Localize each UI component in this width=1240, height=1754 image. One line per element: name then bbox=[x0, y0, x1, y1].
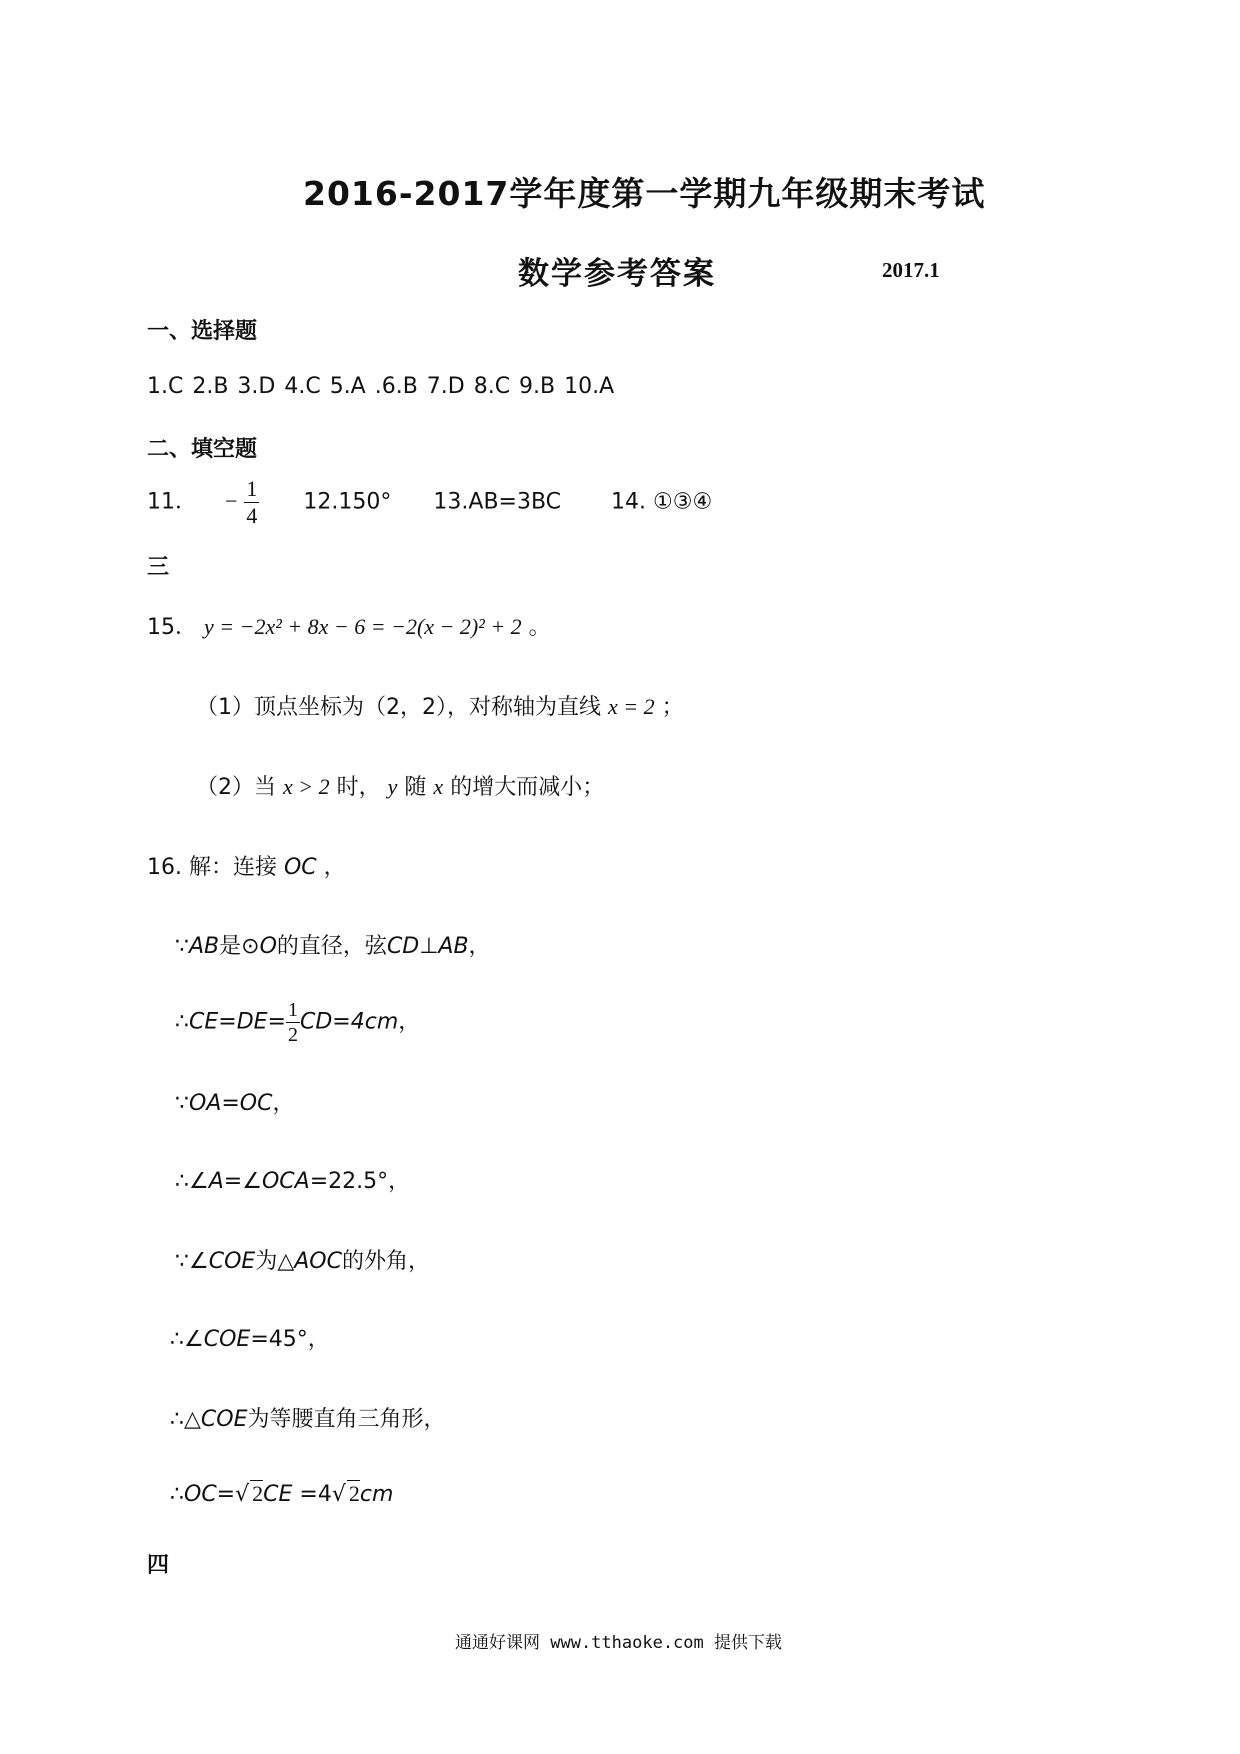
step4-a: A bbox=[208, 1169, 224, 1194]
step1-because: ∵ bbox=[175, 934, 189, 959]
section-heading-3: 三 bbox=[147, 555, 170, 580]
step4-value: =22.5°， bbox=[309, 1169, 411, 1194]
step1-text: 的直径，弦 bbox=[276, 934, 387, 959]
step8-radicand-2: 2 bbox=[348, 1481, 360, 1506]
step3-comma: ， bbox=[272, 1091, 295, 1116]
step5-aoc: AOC bbox=[294, 1249, 342, 1274]
q12-answer: 12.150° bbox=[303, 489, 392, 515]
step3-because: ∵ bbox=[175, 1091, 189, 1116]
step5-triangle: 为△ bbox=[255, 1249, 295, 1274]
step8-unit: cm bbox=[359, 1482, 394, 1507]
step2-cd: CD=4 bbox=[299, 1009, 365, 1035]
q15-part2-math3: x bbox=[433, 774, 444, 799]
step8-radicand-1: 2 bbox=[252, 1481, 264, 1506]
q15-row bbox=[147, 610, 551, 641]
step5-because: ∵∠ bbox=[175, 1249, 209, 1274]
step5-coe: COE bbox=[208, 1249, 256, 1274]
step2-eq: CE=DE= bbox=[189, 1009, 286, 1035]
q11-fraction bbox=[244, 478, 259, 527]
proof-step-4 bbox=[175, 1164, 410, 1195]
q15-part2-b: 时， bbox=[336, 775, 381, 800]
q14-answer: 14. ①③④ bbox=[611, 489, 713, 515]
step1-ab: AB bbox=[189, 934, 220, 959]
q16-comma: ， bbox=[323, 855, 346, 880]
step4-therefore: ∴∠ bbox=[175, 1169, 209, 1194]
section-heading-4: 四 bbox=[147, 1553, 170, 1578]
step8-oc: OC= bbox=[184, 1482, 236, 1507]
q15-part2-math1: x > 2 bbox=[283, 774, 330, 799]
section-heading-choice: 一、选择题 bbox=[147, 319, 258, 344]
page-title: 2016-2017学年度第一学期九年级期末考试 bbox=[303, 174, 986, 213]
step7-coe: COE bbox=[200, 1407, 248, 1432]
proof-step-2 bbox=[175, 1000, 420, 1045]
step5-text: 的外角， bbox=[341, 1249, 430, 1274]
step7-text: 为等腰直角三角形， bbox=[247, 1407, 446, 1432]
q11-minus: − bbox=[225, 488, 238, 514]
step2-denominator: 2 bbox=[287, 1024, 298, 1046]
step1-circle: 是⊙ bbox=[219, 934, 260, 959]
q16-label: 16. 解：连接 bbox=[147, 855, 277, 880]
page-subtitle: 数学参考答案 bbox=[518, 256, 716, 292]
q15-part2-a: （2）当 bbox=[196, 775, 276, 800]
q15-end: 。 bbox=[528, 615, 551, 640]
step2-fraction bbox=[286, 1000, 300, 1045]
step6-value: =45°， bbox=[250, 1327, 330, 1352]
step8-eq: =4 bbox=[292, 1482, 332, 1507]
step8-ce: CE bbox=[263, 1482, 293, 1507]
step8-sqrt-sign-1: √ bbox=[235, 1482, 250, 1507]
q15-part1-end: ； bbox=[661, 695, 684, 720]
q15-part2-math2: y bbox=[387, 774, 398, 799]
step4-oca: OCA bbox=[261, 1169, 310, 1194]
step2-comma: ， bbox=[398, 1009, 421, 1035]
q15-part1-math: x = 2 bbox=[608, 694, 655, 719]
q15-part2-d: 的增大而减小； bbox=[450, 775, 605, 800]
proof-step-7 bbox=[170, 1402, 446, 1433]
step2-numerator: 1 bbox=[287, 999, 298, 1021]
step1-o: O bbox=[259, 934, 277, 959]
q15-part2 bbox=[196, 770, 604, 801]
step8-therefore: ∴ bbox=[170, 1482, 184, 1507]
choice-answers: 1.C 2.B 3.D 4.C 5.A .6.B 7.D 8.C 9.B 10.A bbox=[147, 374, 615, 399]
q15-equation: y = −2x² + 8x − 6 = −2(x − 2)² + 2 bbox=[204, 614, 522, 639]
step2-unit: cm bbox=[364, 1009, 399, 1035]
q11-denominator: 4 bbox=[246, 503, 258, 528]
q11-label: 11． bbox=[147, 489, 197, 515]
q15-part1 bbox=[196, 690, 684, 721]
step6-coe: COE bbox=[203, 1327, 251, 1352]
step6-therefore: ∴∠ bbox=[170, 1327, 204, 1352]
fill-answers-row bbox=[147, 478, 712, 527]
q11-numerator: 1 bbox=[246, 476, 258, 501]
footer-text: 通通好课网 www.tthaoke.com 提供下载 bbox=[455, 1633, 782, 1653]
date-label: 2017.1 bbox=[882, 258, 940, 282]
step1-perp: CD⊥AB bbox=[386, 934, 469, 959]
section-heading-fill: 二、填空题 bbox=[147, 437, 258, 462]
proof-step-6 bbox=[170, 1322, 330, 1353]
step7-therefore: ∴△ bbox=[170, 1407, 201, 1432]
q16-oc: OC bbox=[283, 855, 317, 880]
q13-answer: 13.AB=3BC bbox=[433, 489, 562, 515]
step8-sqrt-sign-2: √ bbox=[331, 1482, 346, 1507]
proof-step-5 bbox=[175, 1244, 430, 1275]
q15-label: 15． bbox=[147, 615, 197, 640]
q16-intro bbox=[147, 850, 346, 881]
proof-step-8 bbox=[170, 1480, 393, 1507]
step1-comma: ， bbox=[468, 934, 491, 959]
proof-step-3 bbox=[175, 1086, 295, 1117]
q15-part2-c: 随 bbox=[404, 775, 427, 800]
step2-therefore: ∴ bbox=[175, 1009, 189, 1035]
proof-step-1 bbox=[175, 929, 491, 960]
step3-eq: OA=OC bbox=[189, 1091, 273, 1116]
q15-part1-text: （1）顶点坐标为（2，2），对称轴为直线 bbox=[196, 695, 601, 720]
step4-eq: =∠ bbox=[223, 1169, 262, 1194]
